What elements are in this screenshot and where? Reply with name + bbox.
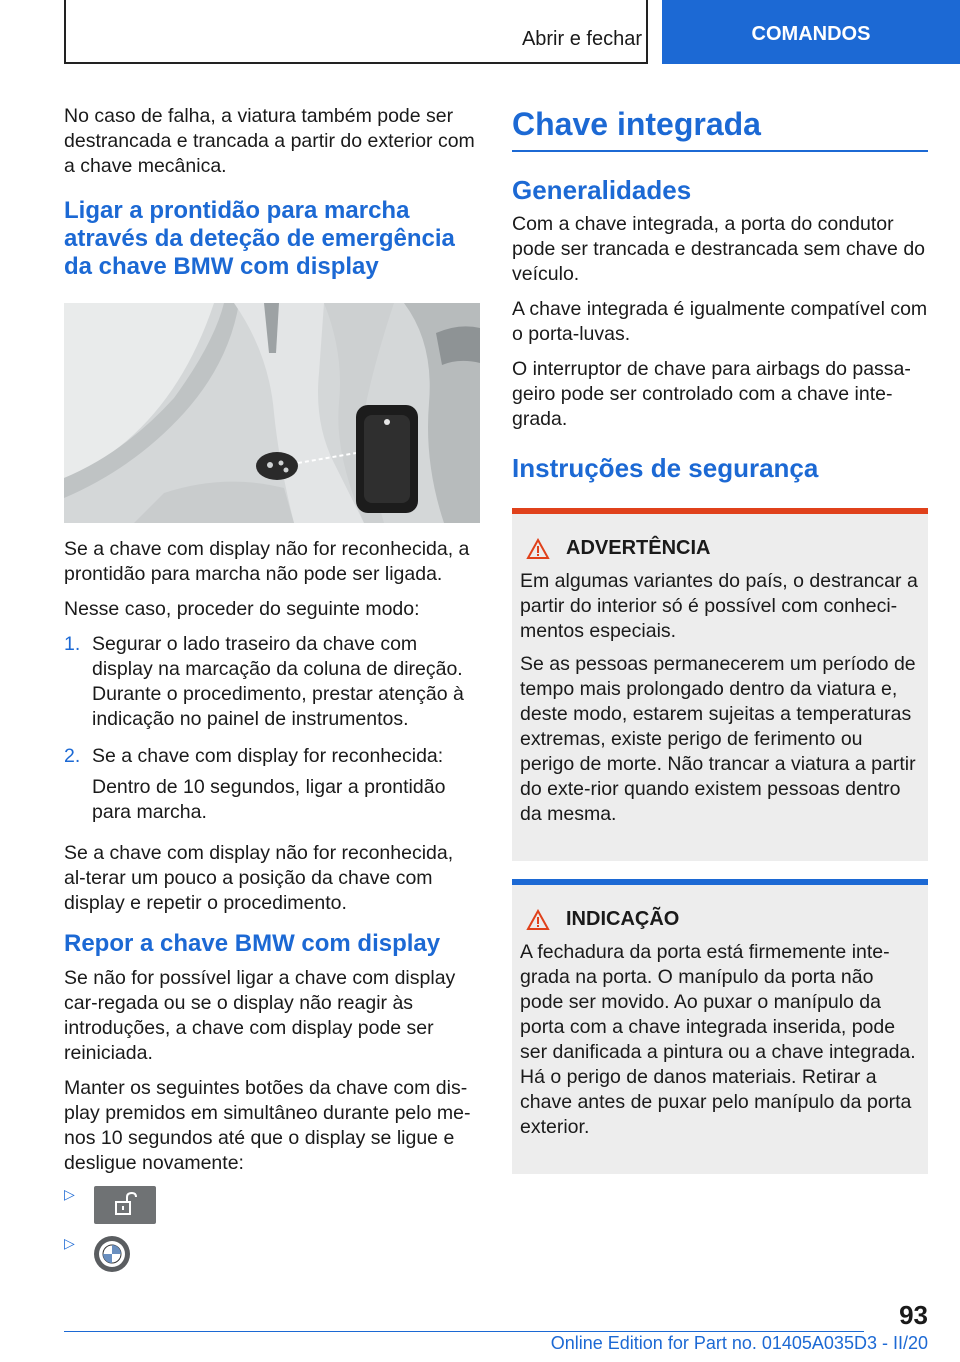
notice-triangle-icon bbox=[526, 909, 550, 931]
warning-triangle-icon bbox=[526, 538, 550, 560]
warning-box bbox=[512, 508, 928, 861]
left-column bbox=[64, 104, 480, 1284]
unlock-button-icon bbox=[94, 1186, 156, 1224]
general-paragraph-1: Com a chave integrada, a porta do condutor pode ser trancada e destrancada sem chave do veículo. bbox=[512, 213, 926, 285]
warning-paragraph-2: Se as pessoas permanecerem um período de tempo mais prolongado dentro da viatura e, deste modo, estarem sujeitas a temperaturas extremas, existe perigo de ferimento ou perigo de morte. Não trancar a viatura a partir do exte-rior quando existem pessoas dentro da mesma. bbox=[520, 653, 916, 825]
page-number: 93 bbox=[899, 1300, 928, 1330]
emergency-detection-heading: Ligar a prontidão para marcha através da deteção de emergência da chave BMW com display bbox=[64, 197, 455, 280]
intro-paragraph: No caso de falha, a viatura também pode ser destrancada e trancada a partir do exterior com a chave mecânica. bbox=[64, 105, 475, 177]
notice-title: INDICAÇÃO bbox=[566, 908, 680, 930]
footer-divider bbox=[64, 1331, 864, 1332]
steering-column-key-illustration bbox=[64, 303, 480, 523]
step-subtext: Dentro de 10 segundos, ligar a prontidão para marcha. bbox=[92, 776, 446, 823]
reset-key-heading: Repor a chave BMW com display bbox=[64, 930, 441, 957]
key-on-steering-column-image bbox=[64, 303, 480, 523]
list-item bbox=[64, 1236, 480, 1272]
retry-paragraph: Se a chave com display não for reconhecida, al-terar um pouco a posição da chave com display e repetir o procedimento. bbox=[64, 842, 454, 914]
bullet-triangle-icon: ▷ bbox=[64, 1185, 75, 1202]
step-number: 1. bbox=[64, 633, 81, 655]
general-paragraph-3: O interruptor de chave para airbags do passa-geiro pode ser controlado com a chave inte-grada. bbox=[512, 358, 911, 430]
general-heading: Generalidades bbox=[512, 175, 692, 205]
step-text: Segurar o lado traseiro da chave com display na marcação da coluna de direção. Durante o procedimento, prestar atenção à indicação no painel de instrumentos. bbox=[92, 633, 464, 730]
header-section-title: Abrir e fechar bbox=[521, 28, 642, 50]
procedure-steps bbox=[64, 632, 480, 831]
header-chapter-tab[interactable]: COMANDOS bbox=[662, 0, 960, 64]
not-recognized-paragraph: Se a chave com display não for reconhecida, a prontidão para marcha não pode ser ligada. bbox=[64, 538, 470, 585]
footer-edition-text: Online Edition for Part no. 01405A035D3 - II/20 bbox=[550, 1333, 928, 1353]
list-item bbox=[64, 744, 480, 831]
step-text: Se a chave com display for reconhecida: bbox=[92, 745, 444, 767]
reset-buttons-paragraph: Manter os seguintes botões da chave com dis-play premidos em simultâneo durante pelo me-nos 10 segundos até que o display se ligue e desligue novamente: bbox=[64, 1077, 471, 1174]
step-number: 2. bbox=[64, 745, 81, 767]
bmw-logo-button-icon bbox=[94, 1236, 130, 1272]
reset-intro-paragraph: Se não for possível ligar a chave com display car-regada ou se o display não reagir às introduções, a chave com display pode ser reiniciada. bbox=[64, 967, 456, 1064]
procedure-intro: Nesse caso, proceder do seguinte modo: bbox=[64, 598, 420, 620]
list-item bbox=[64, 632, 480, 738]
general-paragraph-2: A chave integrada é igualmente compatível com o porta-luvas. bbox=[512, 298, 928, 345]
safety-instructions-heading: Instruções de segurança bbox=[512, 453, 819, 483]
right-column bbox=[512, 104, 928, 1186]
bullet-triangle-icon: ▷ bbox=[64, 1234, 75, 1251]
warning-paragraph-1: Em algumas variantes do país, o destrancar a partir do interior só é possível com conheci-mentos especiais. bbox=[520, 570, 918, 642]
notice-box bbox=[512, 879, 928, 1174]
integrated-key-title: Chave integrada bbox=[512, 104, 928, 152]
warning-title: ADVERTÊNCIA bbox=[566, 537, 711, 559]
list-item bbox=[64, 1186, 480, 1224]
notice-paragraph: A fechadura da porta está firmemente inte-grada na porta. O manípulo da porta não pode ser movido. Ao puxar o manípulo da porta com a chave integrada inserida, pode ser danificada a pintura ou a chave integrada. Há o perigo de danos materiais. Retirar a chave antes de puxar pelo manípulo da porta exterior. bbox=[520, 941, 916, 1138]
